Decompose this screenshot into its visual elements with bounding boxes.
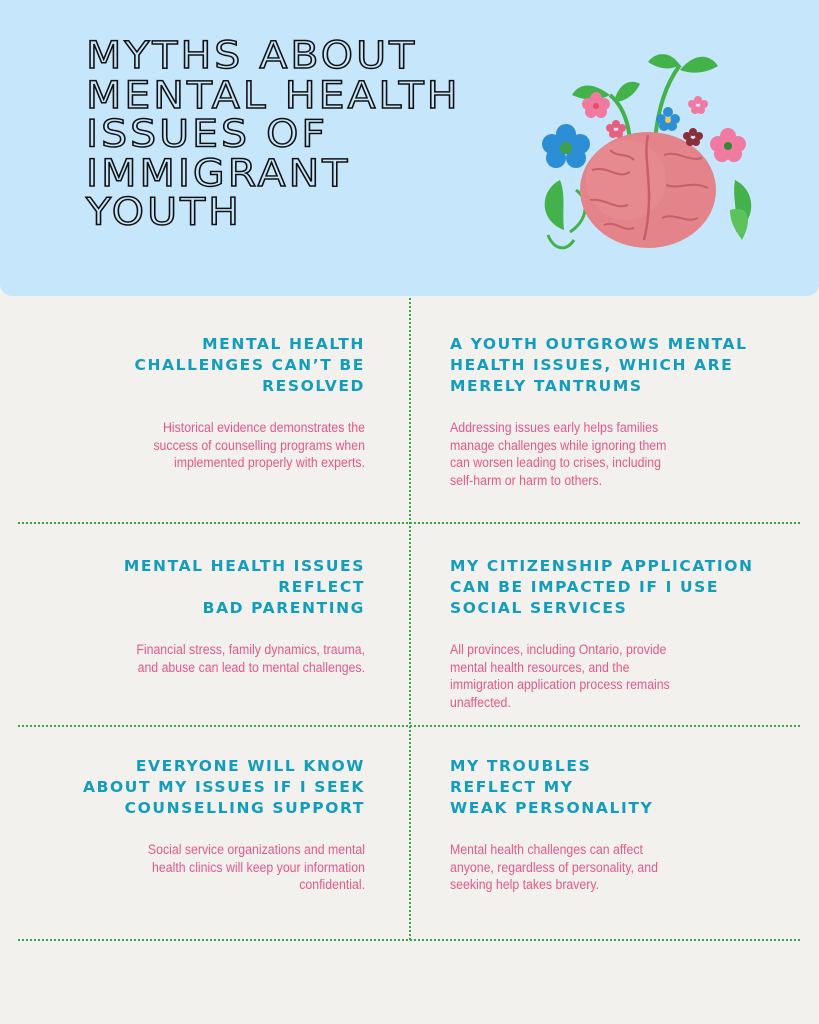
brain-with-flowers-icon xyxy=(530,40,770,260)
myth-heading: MY TROUBLES REFLECT MY WEAK PERSONALITY xyxy=(450,757,654,817)
page-title xyxy=(86,33,461,234)
myth-card xyxy=(65,334,365,472)
title-line: MYTHS ABOUT xyxy=(86,33,418,78)
horizontal-divider xyxy=(18,939,800,941)
title-line: ISSUES OF xyxy=(86,111,328,156)
myth-explanation: Financial stress, family dynamics, trauma, and abuse can lead to mental challenges. xyxy=(136,642,365,675)
myth-explanation: Social service organizations and mental health clinics will keep your information confidential. xyxy=(147,842,365,892)
title-line: YOUTH xyxy=(86,189,242,234)
myth-card xyxy=(65,756,365,894)
myth-heading: MY CITIZENSHIP APPLICATION CAN BE IMPACTED IF I USE SOCIAL SERVICES xyxy=(450,557,754,617)
title-line: IMMIGRANT xyxy=(86,150,351,195)
myth-heading: MENTAL HEALTH CHALLENGES CAN’T BE RESOLVED xyxy=(134,335,365,395)
myth-card xyxy=(450,556,770,711)
vertical-divider xyxy=(409,298,411,940)
myth-card xyxy=(450,756,770,894)
horizontal-divider xyxy=(18,522,800,524)
title-line: MENTAL HEALTH xyxy=(86,72,461,117)
header-banner xyxy=(0,0,819,296)
myth-card xyxy=(450,334,770,489)
horizontal-divider xyxy=(18,725,800,727)
myth-heading: A YOUTH OUTGROWS MENTAL HEALTH ISSUES, WHICH ARE MERELY TANTRUMS xyxy=(450,335,748,395)
myth-explanation: Historical evidence demonstrates the success of counselling programs when implemented properly with experts. xyxy=(153,420,365,470)
myth-heading: MENTAL HEALTH ISSUES REFLECT BAD PARENTING xyxy=(123,557,365,617)
myth-heading: EVERYONE WILL KNOW ABOUT MY ISSUES IF I SEEK COUNSELLING SUPPORT xyxy=(83,757,365,817)
myth-explanation: Addressing issues early helps families manage challenges while ignoring them can worsen leading to crises, including self-harm or harm to others. xyxy=(450,420,667,488)
myth-explanation: Mental health challenges can affect anyone, regardless of personality, and seeking help takes bravery. xyxy=(450,842,658,892)
myth-explanation: All provinces, including Ontario, provide mental health resources, and the immigration application process remains unaffected. xyxy=(450,642,670,710)
myth-card xyxy=(65,556,365,676)
